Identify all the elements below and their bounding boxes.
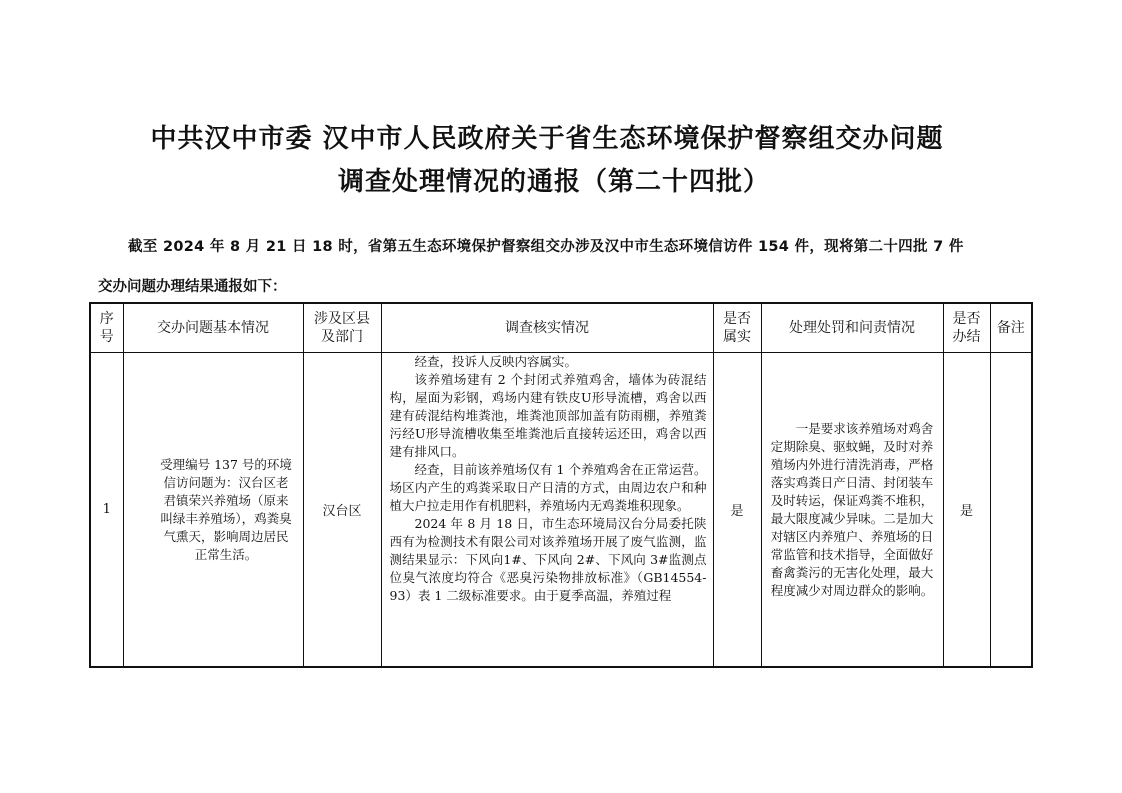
- row-remarks: [990, 353, 1032, 668]
- header-area: 涉及区县及部门: [303, 303, 381, 353]
- row-area: 汉台区: [303, 353, 381, 668]
- header-seq: 序号: [90, 303, 123, 353]
- row-penalty: [761, 353, 943, 668]
- header-verified: 是否属实: [713, 303, 761, 353]
- table-header-row: [90, 303, 1032, 353]
- table-row: [90, 353, 1032, 668]
- row-seq: 1: [90, 353, 123, 668]
- findings-paragraph: 2024 年 8 月 18 日，市生态环境局汉台分局委托陕西有为检测技术有限公司对该养殖场开展了废气监测，监测结果显示：下风向1#、下风向 2#、下风向 3#监测点位臭气浓度均符合《恶臭污染物排放标准》（GB14554-93）表 1 二级标准要求。由于夏季高温，养殖过程: [389, 516, 707, 603]
- findings-paragraph: 经查，投诉人反映内容属实。: [414, 354, 578, 369]
- issues-table: [89, 302, 1033, 668]
- row-closed: 是: [943, 353, 990, 668]
- header-penalty: 处理处罚和问责情况: [761, 303, 943, 353]
- findings-paragraph: 经查，目前该养殖场仅有 1 个养殖鸡舍在正常运营。场区内产生的鸡粪采取日产日清的方式，由周边农户和种植大户拉走用作有机肥料，养殖场内无鸡粪堆积现象。: [389, 462, 707, 513]
- header-findings: 调查核实情况: [381, 303, 713, 353]
- findings-paragraph: 该养殖场建有 2 个封闭式养殖鸡舍，墙体为砖混结构，屋面为彩钢，鸡场内建有铁皮U形导流槽，鸡舍以西建有砖混结构堆粪池，堆粪池顶部加盖有防雨棚，养殖粪污经U形导流槽收集至堆粪池后直接转运还田，鸡舍以西建有排风口。: [389, 372, 707, 459]
- penalty-text: 一是要求该养殖场对鸡舍定期除臭、驱蚊蝇，及时对养殖场内外进行清洗消毒，严格落实鸡粪日产日清、封闭装车及时转运，保证鸡粪不堆积，最大限度减少异味。二是加大对辖区内养殖户、养殖场的日常监管和技术指导，全面做好畜禽粪污的无害化处理，最大程度减少对周边群众的影响。: [770, 420, 934, 598]
- document-title-line-1: 中共汉中市委 汉中市人民政府关于省生态环境保护督察组交办问题: [150, 124, 944, 154]
- intro-paragraph-line-2: 交办问题办理结果通报如下：: [98, 279, 287, 295]
- row-issue: [123, 353, 303, 668]
- document-title-line-2: 调查处理情况的通报（第二十四批）: [337, 167, 770, 197]
- row-verified: 是: [713, 353, 761, 668]
- header-closed: 是否办结: [943, 303, 990, 353]
- intro-paragraph-line-1: 截至 2024 年 8 月 21 日 18 时，省第五生态环境保护督察组交办涉及汉中市生态环境信访件 154 件，现将第二十四批 7 件: [128, 239, 964, 255]
- header-issue: 交办问题基本情况: [123, 303, 303, 353]
- row-findings: [381, 353, 713, 668]
- row-issue-text: 受理编号 137 号的环境信访问题为：汉台区老君镇荣兴养殖场（原来叫绿丰养殖场），鸡粪臭气熏天，影响周边居民正常生活。: [160, 456, 292, 562]
- header-remarks: 备注: [990, 303, 1032, 353]
